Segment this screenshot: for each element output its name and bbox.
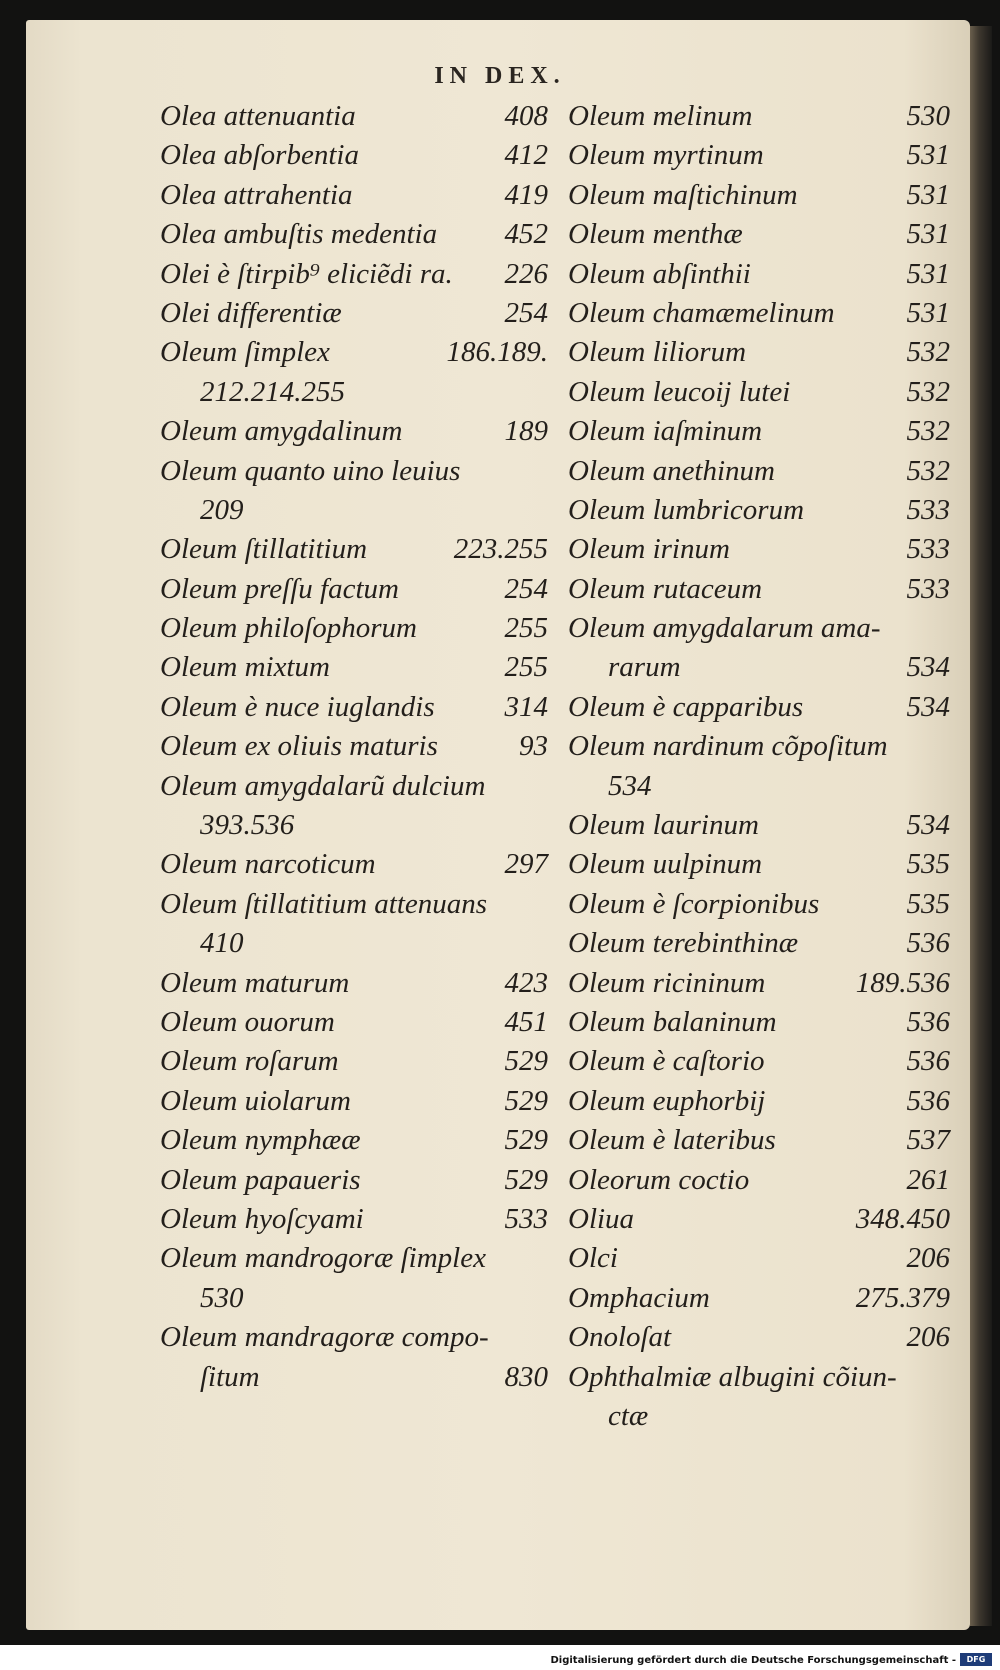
entry-page-ref: 535 [906, 887, 950, 920]
index-entry [568, 412, 950, 451]
entry-term: Oleum melinum [568, 100, 753, 132]
entry-page-ref: 533 [906, 533, 950, 566]
index-entry [568, 1200, 950, 1239]
entry-page-ref: 408 [504, 100, 548, 132]
index-entry [568, 570, 950, 609]
index-entry [160, 1161, 548, 1200]
entry-term: Oleum è capparibus [568, 690, 804, 723]
entry-page-ref: 314 [504, 690, 548, 723]
entry-page-ref: 261 [906, 1163, 950, 1196]
entry-page-ref: 452 [504, 218, 548, 251]
entry-term: Oleum iaſminum [568, 415, 763, 448]
index-entry [568, 727, 950, 766]
entry-term: Oleum anethinum [568, 454, 775, 487]
entry-term: Oleum myrtinum [568, 139, 764, 172]
entry-term: Oleum philoſophorum [160, 612, 417, 645]
index-entry [160, 1003, 548, 1042]
entry-page-ref: 536 [906, 1084, 950, 1117]
index-entry [568, 1279, 950, 1318]
index-entry [568, 964, 950, 1003]
index-entry [160, 885, 548, 924]
index-entry [568, 136, 950, 175]
entry-page-ref: 254 [504, 296, 548, 329]
entry-page-ref: 531 [906, 296, 950, 329]
entry-term: Oleum lumbricorum [568, 493, 805, 526]
entry-page-ref: 275.379 [855, 1281, 950, 1314]
entry-term: Oleum maſtichinum [568, 178, 798, 211]
entry-page-ref: 536 [906, 927, 950, 960]
entry-term: Oleum hyoſcyami [160, 1202, 364, 1235]
index-entry [160, 964, 548, 1003]
index-entry [160, 1200, 548, 1239]
index-entry [568, 294, 950, 333]
entry-page-ref: 189 [504, 415, 548, 448]
entry-term: Oleum uulpinum [568, 848, 763, 881]
entry-term: Oleum ex oliuis maturis [160, 730, 438, 763]
entry-page-ref: 531 [906, 178, 950, 211]
entry-term: Oleum quanto uino leuius [160, 454, 461, 487]
entry-page-ref: 534 [906, 809, 950, 842]
entry-term: Olea abſorbentia [160, 139, 359, 172]
index-entry [160, 1358, 548, 1397]
entry-term: Oleum nymphææ [160, 1124, 361, 1157]
entry-term: Oleum preſſu factum [160, 572, 399, 605]
entry-term: Oleum amygdalinum [160, 415, 403, 448]
index-entry [568, 1082, 950, 1121]
index-entry [160, 97, 548, 136]
index-entry [160, 333, 548, 372]
entry-page-ref: 533 [906, 493, 950, 526]
entry-term: Oleorum coctio [568, 1163, 750, 1196]
entry-term: Oleum narcoticum [160, 848, 376, 881]
index-entry [568, 806, 950, 845]
funding-credit: Digitalisierung gefördert durch die Deutsche Forschungsgemeinschaft - [550, 1655, 956, 1666]
entry-page-ref: 533 [504, 1202, 548, 1235]
entry-page-ref: 529 [504, 1163, 548, 1196]
entry-term: 410 [200, 927, 244, 960]
entry-page-ref: 223.255 [453, 533, 548, 566]
entry-page-ref: 830 [504, 1360, 548, 1393]
entry-term: Oleum mandrogoræ ſimplex [160, 1242, 486, 1275]
index-entry [160, 136, 548, 175]
index-entry [568, 215, 950, 254]
index-entry [568, 845, 950, 884]
index-entry [160, 412, 548, 451]
entry-page-ref: 419 [504, 178, 548, 211]
index-entry [568, 491, 950, 530]
entry-page-ref: 451 [504, 1005, 548, 1038]
entry-page-ref: 529 [504, 1084, 548, 1117]
index-entry [568, 333, 950, 372]
index-entry [160, 648, 548, 687]
entry-term: Olea attrahentia [160, 178, 353, 211]
entry-page-ref: 531 [906, 257, 950, 290]
entry-term: Oleum balaninum [568, 1005, 777, 1038]
entry-term: Oleum euphorbij [568, 1084, 766, 1117]
entry-term: Ophthalmiæ albugini cõiun- [568, 1360, 897, 1393]
entry-page-ref: 93 [519, 730, 548, 763]
index-entry [160, 806, 548, 845]
running-head: IN DEX. [434, 63, 566, 89]
entry-page-ref: 206 [906, 1242, 950, 1275]
entry-term: Oleum abſinthii [568, 257, 751, 290]
index-entry [568, 924, 950, 963]
index-entry [568, 530, 950, 569]
entry-term: Oleum è ſcorpionibus [568, 887, 820, 920]
entry-term: Oleum roſarum [160, 1045, 339, 1078]
entry-term: Oleum è caſtorio [568, 1045, 765, 1078]
entry-page-ref: 255 [504, 651, 548, 684]
index-entry [568, 373, 950, 412]
index-entry [160, 491, 548, 530]
index-entry [568, 452, 950, 491]
index-column-left [160, 97, 548, 1397]
index-entry [160, 609, 548, 648]
index-entry [160, 530, 548, 569]
index-entry [568, 1239, 950, 1278]
entry-term: Oleum chamæmelinum [568, 296, 835, 329]
entry-term: 534 [608, 769, 652, 802]
index-entry [568, 767, 950, 806]
entry-page-ref: 530 [906, 100, 950, 132]
index-entry [160, 767, 548, 806]
entry-term: Oleum ricininum [568, 966, 766, 999]
entry-term: Oleum nardinum cõpoſitum [568, 730, 888, 763]
dfg-logo: DFG [960, 1653, 992, 1666]
entry-page-ref: 531 [906, 139, 950, 172]
index-entry [160, 215, 548, 254]
entry-page-ref: 533 [906, 572, 950, 605]
index-entry [568, 1397, 950, 1436]
entry-term: 212.214.255 [200, 375, 345, 408]
index-entry [568, 1121, 950, 1160]
index-entry [568, 176, 950, 215]
entry-page-ref: 536 [906, 1045, 950, 1078]
entry-page-ref: 189.536 [855, 966, 950, 999]
entry-term: Oleum menthæ [568, 218, 743, 251]
entry-term: Omphacium [568, 1281, 710, 1314]
index-entry [568, 609, 950, 648]
entry-page-ref: 535 [906, 848, 950, 881]
entry-page-ref: 534 [906, 690, 950, 723]
index-entry [160, 176, 548, 215]
entry-term: Oleum amygdalarum ama- [568, 612, 881, 645]
index-entry [160, 1318, 548, 1357]
index-entry [568, 885, 950, 924]
index-entry [568, 1358, 950, 1397]
entry-page-ref: 206 [906, 1321, 950, 1354]
entry-page-ref: 532 [906, 375, 950, 408]
entry-term: Olea attenuantia [160, 100, 356, 132]
entry-page-ref: 531 [906, 218, 950, 251]
entry-term: Olci [568, 1242, 618, 1275]
index-entry [160, 1279, 548, 1318]
index-entry [160, 1082, 548, 1121]
entry-term: Olei differentiæ [160, 296, 342, 329]
entry-page-ref: 529 [504, 1045, 548, 1078]
entry-term: 393.536 [200, 809, 295, 842]
index-entry [160, 255, 548, 294]
index-entry [160, 727, 548, 766]
index-entry [160, 1239, 548, 1278]
entry-page-ref: 412 [504, 139, 548, 172]
entry-page-ref: 532 [906, 454, 950, 487]
entry-term: Oleum papaueris [160, 1163, 361, 1196]
entry-term: Oleum maturum [160, 966, 350, 999]
index-column-right [568, 97, 950, 1436]
entry-page-ref: 536 [906, 1005, 950, 1038]
index-entry [568, 648, 950, 687]
entry-term: Oleum ſtillatitium attenuans [160, 887, 488, 920]
entry-term: ctæ [608, 1399, 649, 1432]
entry-term: Oleum mandragoræ compo- [160, 1321, 489, 1354]
entry-term: Oleum uiolarum [160, 1084, 351, 1117]
entry-page-ref: 255 [504, 612, 548, 645]
index-entry [160, 1121, 548, 1160]
entry-term: Oleum è nuce iuglandis [160, 690, 435, 723]
entry-term: Oliua [568, 1202, 635, 1235]
entry-page-ref: 534 [906, 651, 950, 684]
entry-term: Oleum liliorum [568, 336, 747, 369]
entry-term: rarum [608, 651, 681, 684]
entry-term: Oleum irinum [568, 533, 730, 566]
entry-term: Oleum terebinthinæ [568, 927, 799, 960]
index-entry [160, 294, 548, 333]
entry-term: Oleum laurinum [568, 809, 759, 842]
entry-page-ref: 226 [504, 257, 548, 290]
index-entry [160, 845, 548, 884]
index-entry [568, 255, 950, 294]
entry-page-ref: 537 [906, 1124, 950, 1157]
entry-page-ref: 529 [504, 1124, 548, 1157]
index-entry [160, 373, 548, 412]
entry-term: 209 [200, 493, 244, 526]
entry-term: Oleum rutaceum [568, 572, 763, 605]
book-edge [970, 26, 992, 1626]
index-entry [160, 688, 548, 727]
index-entry [568, 1003, 950, 1042]
index-entry [160, 1042, 548, 1081]
entry-page-ref: 186.189. [446, 336, 548, 369]
index-entry [568, 97, 950, 136]
entry-term: Oleum ſimplex [160, 336, 330, 369]
entry-page-ref: 423 [504, 966, 548, 999]
index-entry [160, 452, 548, 491]
entry-term: Olea ambuſtis medentia [160, 218, 438, 251]
entry-page-ref: 297 [504, 848, 548, 881]
entry-term: Oleum ſtillatitium [160, 533, 368, 566]
index-entry [568, 1161, 950, 1200]
entry-page-ref: 532 [906, 415, 950, 448]
entry-term: Oleum leucoij lutei [568, 375, 791, 408]
entry-page-ref: 532 [906, 336, 950, 369]
entry-page-ref: 348.450 [855, 1202, 950, 1235]
entry-term: Oleum amygdalarũ dulcium [160, 769, 486, 802]
entry-page-ref: 254 [504, 572, 548, 605]
index-entry [160, 570, 548, 609]
entry-term: Oleum ouorum [160, 1005, 335, 1038]
entry-term: Oleum mixtum [160, 651, 330, 684]
index-entry [568, 1042, 950, 1081]
entry-term: ſitum [200, 1360, 260, 1393]
entry-term: Onoloſat [568, 1321, 672, 1354]
entry-term: Olei è ſtirpib⁹ eliciẽdi ra. [160, 257, 453, 290]
index-entry [568, 1318, 950, 1357]
index-entry [160, 924, 548, 963]
index-entry [568, 688, 950, 727]
entry-term: 530 [200, 1281, 244, 1314]
entry-term: Oleum è lateribus [568, 1124, 776, 1157]
